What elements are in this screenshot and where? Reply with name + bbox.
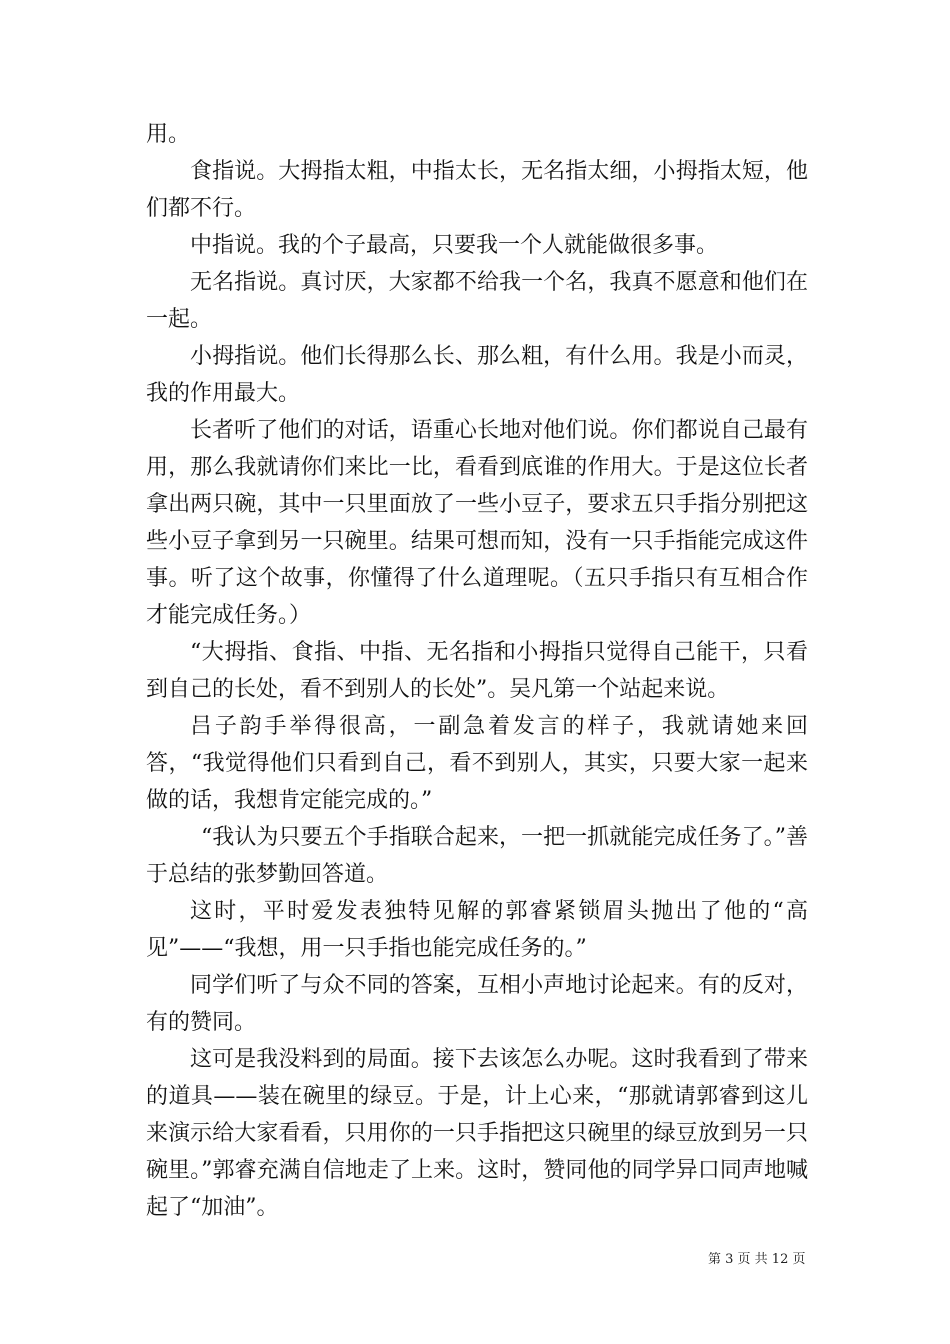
paragraph-4: 无名指说。真讨厌，大家都不给我一个名，我真不愿意和他们在一起。 (146, 270, 808, 332)
paragraph-3: 中指说。我的个子最高，只要我一个人就能做很多事。 (190, 233, 719, 258)
paragraph-2: 食指说。大拇指太粗，中指太长，无名指太细，小拇指太短，他们都不行。 (146, 159, 808, 221)
paragraph-1: 用。 (146, 122, 191, 147)
paragraph-6: 长者听了他们的对话，语重心长地对他们说。你们都说自己最有用，那么我就请你们来比一比，看看到底谁的作用大。于是这位长者拿出两只碗，其中一只里面放了一些小豆子，要求五只手指分别把这些小豆子拿到另一只碗里。结果可想而知，没有一只手指能完成这件事。听了这个故事，你懂得了什么道理呢。（五只手指只有互相合作才能完成任务。） (146, 418, 808, 628)
document-body (146, 116, 808, 1226)
paragraph-10: 这时，平时爱发表独特见解的郭睿紧锁眉头抛出了他的“高见”——“我想，用一只手指也能完成任务的。” (146, 899, 808, 961)
paragraph-5: 小拇指说。他们长得那么长、那么粗，有什么用。我是小而灵，我的作用最大。 (146, 344, 808, 406)
paragraph-9: “我认为只要五个手指联合起来，一把一抓就能完成任务了。”善于总结的张梦勤回答道。 (146, 825, 808, 887)
page-number-footer: 第 3 页 共 12 页 (708, 1252, 806, 1267)
paragraph-12: 这可是我没料到的局面。接下去该怎么办呢。这时我看到了带来的道具——装在碗里的绿豆。于是，计上心来，“那就请郭睿到这儿来演示给大家看看，只用你的一只手指把这只碗里的绿豆放到另一只碗里。”郭睿充满自信地走了上来。这时，赞同他的同学异口同声地喊起了“加油”。 (146, 1047, 808, 1220)
paragraph-7: “大拇指、食指、中指、无名指和小拇指只觉得自己能干，只看到自己的长处，看不到别人的长处”。吴凡第一个站起来说。 (146, 640, 808, 702)
paragraph-8: 吕子韵手举得很高，一副急着发言的样子，我就请她来回答，“我觉得他们只看到自己，看不到别人，其实，只要大家一起来做的话，我想肯定能完成的。” (146, 714, 808, 813)
paragraph-11: 同学们听了与众不同的答案，互相小声地讨论起来。有的反对，有的赞同。 (146, 973, 808, 1035)
